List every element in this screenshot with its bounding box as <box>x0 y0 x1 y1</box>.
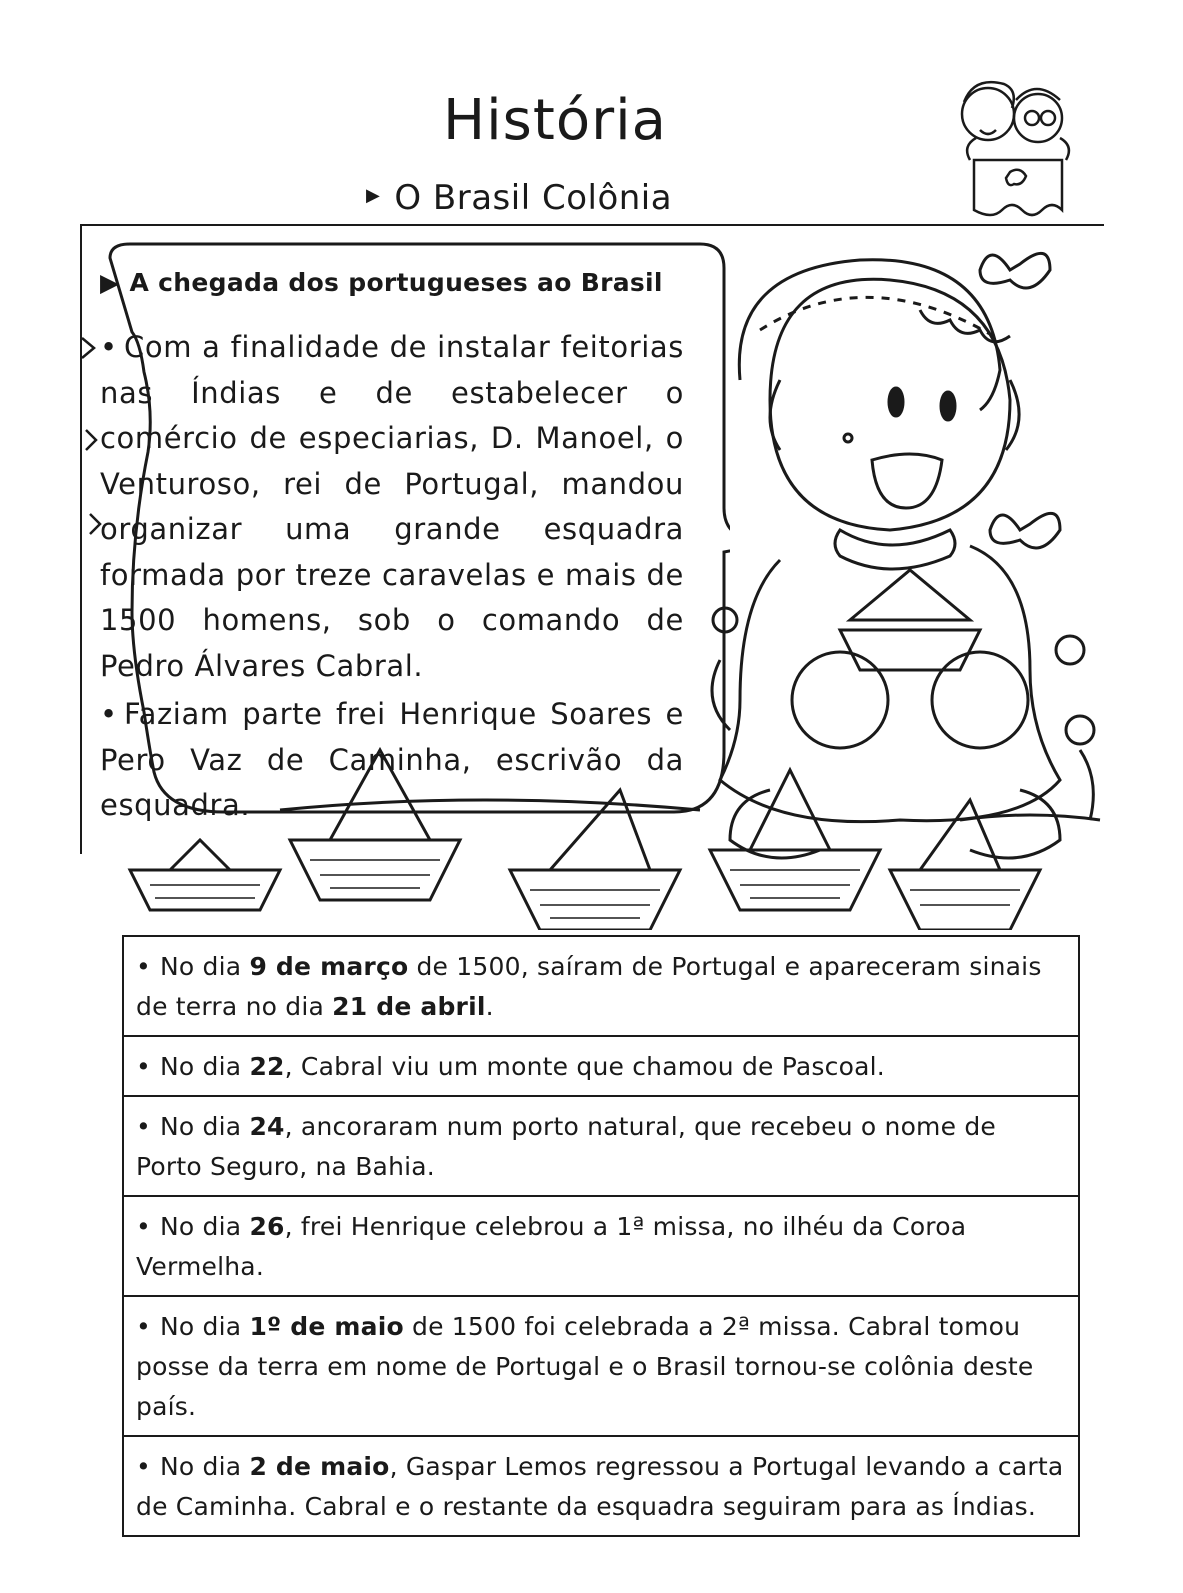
bubble-paragraph-2-text: Faziam parte frei Henrique Soares e Pero Vaz de Caminha, escrivão da esquadra. <box>100 697 684 822</box>
event-text: No dia <box>160 1112 250 1141</box>
event-text: No dia <box>160 952 250 981</box>
girl-mouth <box>872 454 942 508</box>
event-text: No dia <box>160 1052 250 1081</box>
bullet-icon: • <box>100 697 118 731</box>
event-date: 1º de maio <box>249 1312 404 1341</box>
event-text: , Gaspar Lemos regressou a Portugal levando a carta de Caminha. Cabral e o restante da esquadra seguiram para as Índias. <box>136 1452 1064 1521</box>
event-text: , Cabral viu um monte que chamou de Pascoal. <box>284 1052 885 1081</box>
bullet-icon: • <box>136 1312 151 1341</box>
page-title: História <box>443 88 667 153</box>
event-date: 9 de março <box>249 952 409 981</box>
event-row <box>124 1437 1078 1535</box>
page-subtitle <box>366 178 672 218</box>
event-text: , ancoraram num porto natural, que recebeu o nome de Porto Seguro, na Bahia. <box>136 1112 996 1181</box>
subtitle-text: O Brasil Colônia <box>394 178 673 218</box>
event-date: 26 <box>249 1212 285 1241</box>
bubble-heading-text: A chegada dos portugueses ao Brasil <box>129 268 663 297</box>
events-list <box>122 935 1080 1537</box>
triangle-bullet-icon: ▶ <box>366 185 381 206</box>
event-text: . <box>485 992 494 1021</box>
bullet-icon: • <box>100 330 118 364</box>
bullet-icon: • <box>136 952 151 981</box>
event-text: de 1500 foi celebrada a 2ª missa. Cabral tomou posse da terra em nome de Portugal e o Brasil tornou-se colônia deste país. <box>136 1312 1034 1421</box>
event-text: No dia <box>160 1212 250 1241</box>
event-date: 22 <box>249 1052 285 1081</box>
bullet-icon: • <box>136 1112 151 1141</box>
event-date: 21 de abril <box>332 992 486 1021</box>
bubble-paragraph-1-text: Com a finalidade de instalar feitorias nas Índias e de estabelecer o comércio de especiarias, D. Manoel, o Venturoso, rei de Portugal, mandou organizar uma grande esquadra formada por treze caravelas e mais de 1500 homens, sob o comando de Pedro Álvares Cabral. <box>100 330 684 683</box>
bubble-paragraph-1 <box>100 325 684 689</box>
event-date: 24 <box>249 1112 285 1141</box>
event-text: No dia <box>160 1452 250 1481</box>
butterfly-mid <box>990 513 1060 548</box>
event-row <box>124 1097 1078 1197</box>
event-date: 2 de maio <box>249 1452 390 1481</box>
event-text: de 1500, saíram de Portugal e apareceram sinais de terra no dia <box>136 952 1042 1021</box>
event-text: , frei Henrique celebrou a 1ª missa, no ilhéu da Coroa Vermelha. <box>136 1212 967 1281</box>
girl-hat <box>739 260 1000 410</box>
triangle-bullet-icon: ▶ <box>100 268 120 297</box>
bubble-paragraph-2 <box>100 692 684 829</box>
children-with-map-illustration <box>940 72 1090 222</box>
event-row <box>124 1037 1078 1097</box>
event-row <box>124 937 1078 1037</box>
bubble-heading <box>100 268 663 297</box>
butterfly-top <box>980 253 1050 288</box>
bullet-icon: • <box>136 1052 151 1081</box>
paper-boat-1 <box>130 840 280 910</box>
header-divider <box>80 224 1104 226</box>
event-row <box>124 1197 1078 1297</box>
event-row <box>124 1297 1078 1437</box>
bullet-icon: • <box>136 1452 151 1481</box>
event-text: No dia <box>160 1312 250 1341</box>
bullet-icon: • <box>136 1212 151 1241</box>
